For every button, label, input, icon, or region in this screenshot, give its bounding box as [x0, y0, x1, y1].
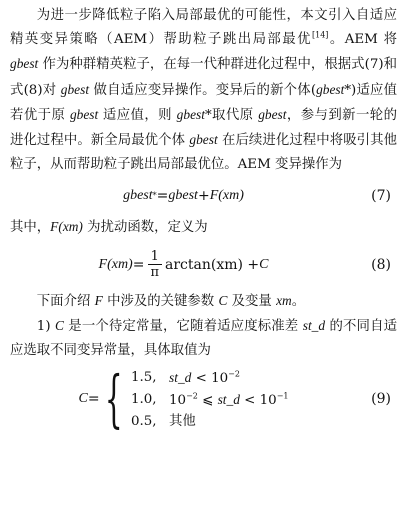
eq-plus: +	[197, 188, 210, 205]
citation: [14]	[311, 30, 329, 40]
text: 做自适应变异操作。变异后的新个体(	[89, 82, 317, 98]
text: 中涉及的关键参数	[102, 293, 219, 309]
var-std: st_d	[217, 391, 240, 407]
var-gbest: gbest	[189, 132, 218, 148]
var-xm: (xm)	[58, 219, 83, 235]
eq-equals: =	[87, 391, 100, 408]
text: 的不同自适应选取不同变异常量，具体取值为	[10, 318, 397, 359]
exponent: −1	[276, 391, 289, 401]
cond-text: < 10	[239, 392, 277, 408]
case-value: 1.0,	[131, 391, 157, 407]
text: 是一个待定常量，它随着适应度标准差	[63, 318, 303, 334]
eq-gbest: gbest	[168, 188, 198, 204]
var-gbest: gbest	[258, 106, 287, 122]
eq-F: F	[209, 188, 219, 204]
case-row	[131, 411, 288, 432]
text: 为进一步降低粒子陷入局部最优的可能性，本文引入自适应精英变异策略（AEM）帮助粒子跳出局部最优	[10, 8, 397, 48]
exponent: −2	[228, 369, 240, 379]
text: 及变量	[227, 293, 277, 309]
var-gbest: gbest	[69, 106, 99, 122]
eq-C: C	[78, 391, 88, 407]
case-condition: 其他	[169, 413, 196, 429]
text: 为扰动函数，定义为	[82, 220, 208, 236]
paragraph-aem-intro	[10, 4, 397, 177]
case-value: 1.5,	[131, 369, 157, 385]
numerator: 1	[148, 249, 162, 265]
eq-xm: (xm)	[107, 256, 133, 272]
text: *)适应值若优于原	[10, 82, 397, 123]
var-gbest: gbest	[60, 81, 90, 97]
var-F: F	[94, 292, 103, 308]
var-std: st_d	[302, 317, 326, 333]
eq-C: C	[259, 256, 269, 272]
eq-gbest: gbest	[123, 188, 153, 204]
var-gbest: gbest	[316, 81, 345, 97]
equation-8	[10, 241, 397, 289]
equation-body	[10, 241, 357, 289]
case-condition	[169, 367, 240, 389]
equation-number: (7)	[371, 188, 391, 205]
denominator: π	[150, 265, 159, 281]
cond-text: < 10	[191, 370, 229, 386]
eq-F: F	[98, 256, 108, 272]
var-gbest: gbest	[176, 106, 205, 122]
paragraph-params	[10, 289, 397, 314]
eq-equals: =	[132, 256, 145, 273]
var-gbest: gbest	[10, 56, 39, 72]
cond-text: 10	[169, 392, 187, 408]
equation-body: gbest * = gbest + F (xm)	[123, 188, 244, 205]
case-rows	[131, 367, 288, 432]
paragraph-constant-c	[10, 314, 397, 363]
equation-number: (8)	[371, 256, 391, 273]
text: *取代原	[204, 107, 259, 123]
text: 其中，	[10, 220, 51, 236]
case-row	[131, 367, 288, 389]
text: 。	[291, 293, 306, 309]
var-C: C	[54, 317, 64, 333]
eq-arctan: arctan(xm) +	[165, 256, 260, 273]
cond-text: ⩽	[197, 392, 218, 408]
equation-number: (9)	[371, 391, 391, 408]
text: 下面介绍	[36, 293, 95, 309]
case-condition	[169, 389, 288, 411]
text: 在后续进化过程中将吸引其他粒子，从而帮助粒子跳出局部最优位。AEM 变异操作为	[10, 133, 397, 173]
eq-equals: =	[156, 188, 169, 205]
fraction	[147, 249, 162, 280]
exponent: −2	[186, 391, 198, 401]
paragraph-perturbation	[10, 215, 397, 240]
equation-7	[10, 177, 397, 215]
text: 1)	[36, 318, 55, 334]
eq-arg: (xm)	[218, 188, 244, 204]
equation-body	[10, 363, 357, 435]
text: 。AEM 将	[328, 32, 397, 48]
var-xm: xm	[276, 292, 292, 308]
case-value: 0.5,	[131, 413, 157, 429]
equation-9	[10, 363, 397, 435]
brace: {	[104, 362, 123, 436]
text: 作为种群精英粒子，在每一代种群进化过程中，根据式(7)和式(8)对	[10, 57, 397, 98]
text: ，参与到新一轮的进化过程中。新全局最优个体	[10, 107, 398, 149]
var-C: C	[218, 292, 228, 308]
text: 适应值，则	[98, 107, 177, 123]
var-std: st_d	[169, 369, 192, 385]
cases	[100, 362, 289, 436]
case-row	[131, 389, 288, 411]
var-F: F	[50, 219, 59, 235]
